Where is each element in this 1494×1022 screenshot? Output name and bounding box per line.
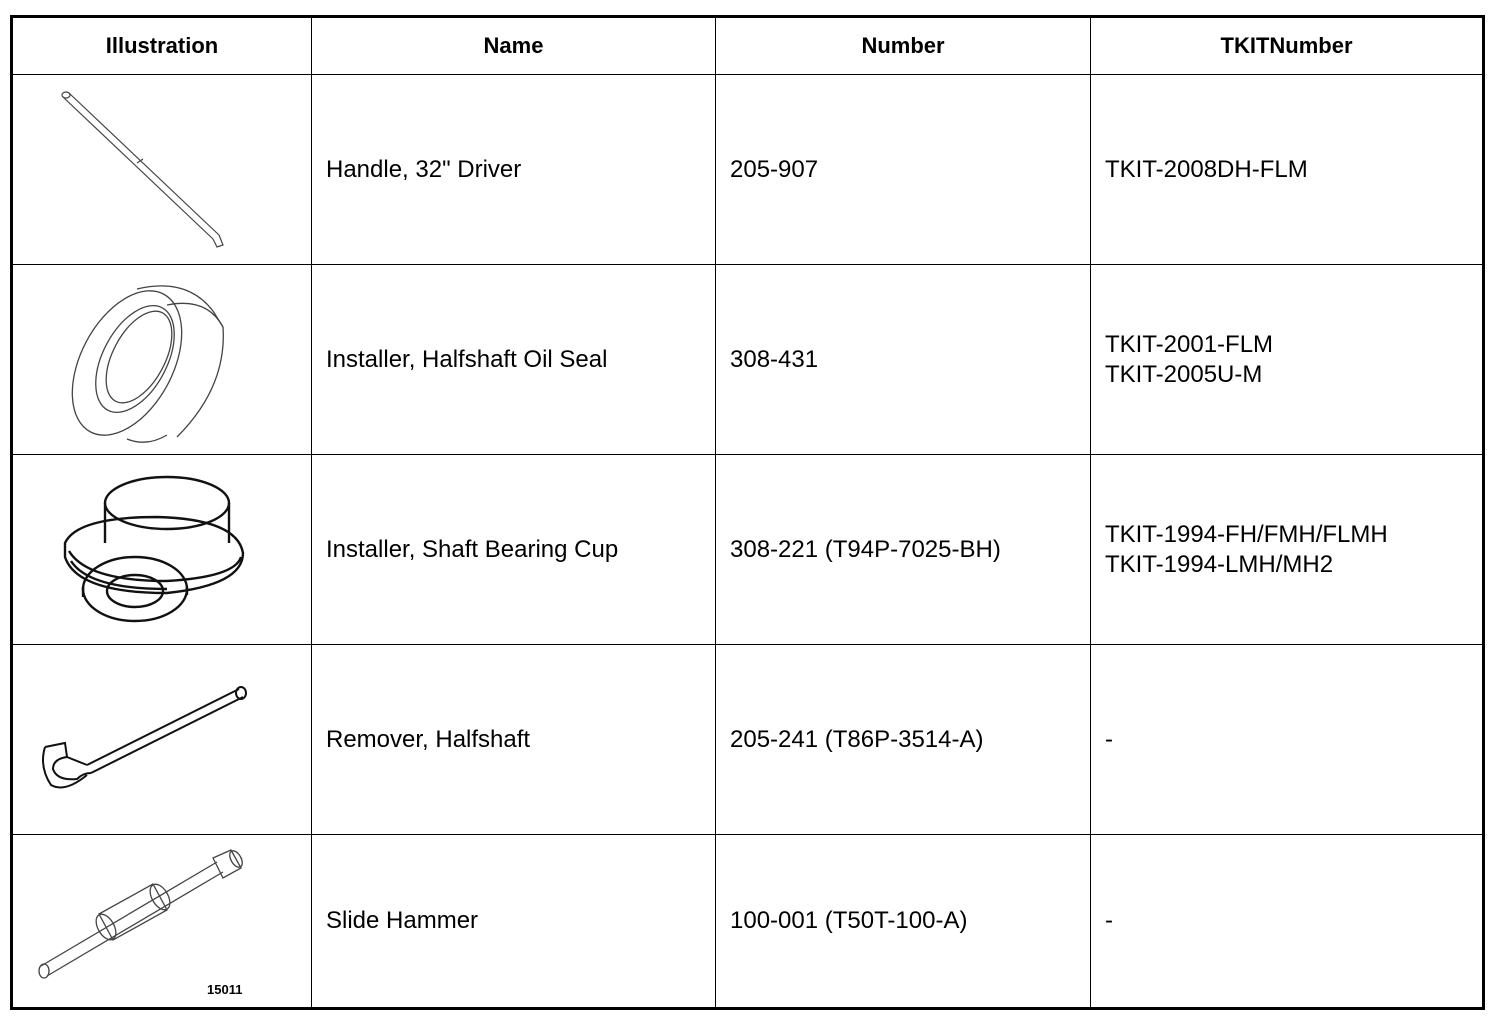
illustration-cell	[12, 265, 312, 455]
tkit-number-cell	[1091, 455, 1484, 645]
halfshaft-remover-icon	[17, 647, 307, 833]
tkit-number-line: TKIT-1994-LMH/MH2	[1105, 550, 1334, 578]
number-cell: 308-431	[716, 265, 1091, 455]
number-cell: 308-221 (T94P-7025-BH)	[716, 455, 1091, 645]
name-cell: Remover, Halfshaft	[312, 645, 716, 835]
table-row	[12, 265, 1484, 455]
driver-handle-icon	[17, 77, 307, 263]
special-tools-table	[10, 15, 1485, 1010]
tkit-number-line: -	[1105, 907, 1113, 934]
number-cell: 205-241 (T86P-3514-A)	[716, 645, 1091, 835]
number-cell: 205-907	[716, 75, 1091, 265]
number-cell: 100-001 (T50T-100-A)	[716, 835, 1091, 1009]
header-row	[12, 17, 1484, 75]
tkit-number-line: -	[1105, 725, 1113, 753]
oil-seal-installer-icon	[17, 267, 307, 453]
header-illustration: Illustration	[12, 17, 312, 75]
table-row	[12, 455, 1484, 645]
bearing-cup-installer-icon	[17, 457, 307, 643]
tkit-number-cell	[1091, 835, 1484, 1009]
name-cell: Handle, 32" Driver	[312, 75, 716, 265]
header-tkit-number: TKITNumber	[1091, 17, 1484, 75]
tkit-number-cell	[1091, 75, 1484, 265]
name-cell: Installer, Shaft Bearing Cup	[312, 455, 716, 645]
tkit-number-line: TKIT-1994-FH/FMH/FLMH	[1105, 520, 1388, 548]
illustration-cell	[12, 455, 312, 645]
tkit-number-line: TKIT-2001-FLM	[1105, 330, 1274, 358]
table-row	[12, 75, 1484, 265]
illustration-cell	[12, 645, 312, 835]
illustration-cell	[12, 75, 312, 265]
tkit-number-line: TKIT-2008DH-FLM	[1105, 155, 1308, 183]
illustration-cell	[12, 835, 312, 1009]
tkit-number-line: TKIT-2005U-M	[1105, 360, 1263, 388]
header-number: Number	[716, 17, 1091, 75]
name-cell: Slide Hammer	[312, 835, 716, 1009]
tkit-number-cell	[1091, 645, 1484, 835]
tkit-number-cell	[1091, 265, 1484, 455]
table-row	[12, 835, 1484, 1009]
header-name: Name	[312, 17, 716, 75]
slide-hammer-icon	[17, 836, 307, 1006]
name-cell: Installer, Halfshaft Oil Seal	[312, 265, 716, 455]
figure-code: 15011	[207, 982, 243, 997]
table-row	[12, 645, 1484, 835]
